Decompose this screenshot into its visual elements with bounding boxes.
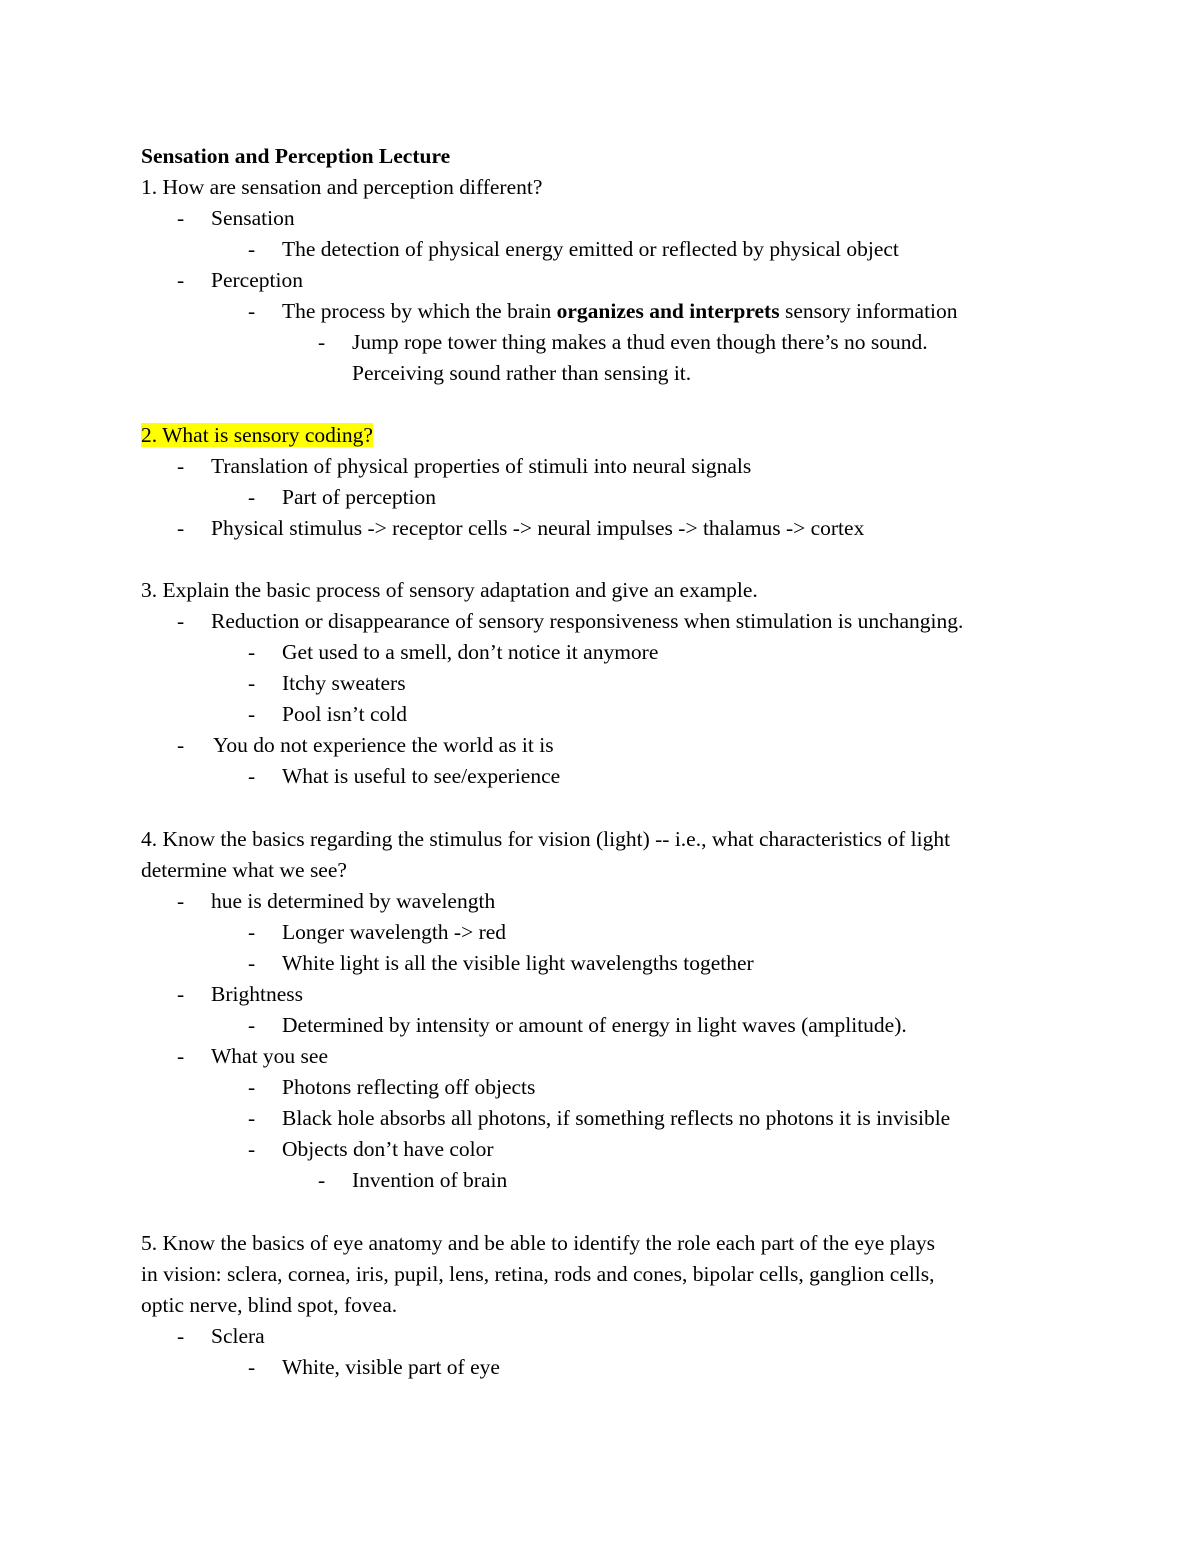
bullet-dash: -	[248, 237, 256, 261]
q4-b3c: Objects don’t have color	[282, 1137, 494, 1161]
q4-b3c1: Invention of brain	[352, 1168, 508, 1192]
q4-b3: What you see	[211, 1044, 329, 1068]
q1-example-line1: Jump rope tower thing makes a thud even though there’s no sound.	[352, 330, 928, 354]
q4-b2: Brightness	[211, 982, 303, 1006]
bullet-dash: -	[318, 330, 326, 354]
question-5-line3: optic nerve, blind spot, fovea.	[141, 1293, 398, 1317]
q4-b1a: Longer wavelength -> red	[282, 920, 507, 944]
q5-b1a: White, visible part of eye	[282, 1355, 500, 1379]
bullet-dash: -	[177, 1044, 185, 1068]
bullet-dash: -	[177, 268, 185, 292]
bullet-dash: -	[248, 702, 256, 726]
question-4-line1: 4. Know the basics regarding the stimulus for vision (light) -- i.e., what characteristics of light	[141, 827, 951, 851]
bullet-dash: -	[177, 609, 185, 633]
q3-b2: You do not experience the world as it is	[213, 733, 554, 757]
bullet-dash: -	[177, 516, 185, 540]
bullet-dash: -	[248, 1013, 256, 1037]
bullet-dash: -	[177, 454, 185, 478]
bullet-dash: -	[177, 889, 185, 913]
document-title: Sensation and Perception Lecture	[141, 144, 451, 168]
question-4-line2: determine what we see?	[141, 858, 347, 882]
q2-b2: Physical stimulus -> receptor cells -> neural impulses -> thalamus -> cortex	[211, 516, 865, 540]
perception-def-bold: organizes and interprets	[556, 299, 780, 323]
bullet-dash: -	[318, 1168, 326, 1192]
bullet-dash: -	[248, 920, 256, 944]
q1-sensation: Sensation	[211, 206, 295, 230]
q4-b1: hue is determined by wavelength	[211, 889, 496, 913]
perception-def-post: sensory information	[779, 299, 958, 323]
question-1: 1. How are sensation and perception different?	[141, 175, 543, 199]
perception-def-pre: The process by which the brain	[282, 299, 557, 323]
q3-b1: Reduction or disappearance of sensory responsiveness when stimulation is unchanging.	[211, 609, 964, 633]
bullet-dash: -	[248, 1137, 256, 1161]
q3-b2a: What is useful to see/experience	[282, 764, 561, 788]
q1-example-line2: Perceiving sound rather than sensing it.	[352, 361, 692, 385]
q2-b1a: Part of perception	[282, 485, 437, 509]
bullet-dash: -	[177, 733, 185, 757]
q4-b2a: Determined by intensity or amount of energy in light waves (amplitude).	[282, 1013, 907, 1037]
bullet-dash: -	[248, 1355, 256, 1379]
bullet-dash: -	[177, 206, 185, 230]
question-5-line1: 5. Know the basics of eye anatomy and be able to identify the role each part of the eye plays	[141, 1231, 936, 1255]
question-3: 3. Explain the basic process of sensory adaptation and give an example.	[141, 578, 758, 602]
bullet-dash: -	[248, 485, 256, 509]
q1-sensation-def: The detection of physical energy emitted or reflected by physical object	[282, 237, 899, 261]
bullet-dash: -	[248, 951, 256, 975]
bullet-dash: -	[177, 982, 185, 1006]
q3-b1b: Itchy sweaters	[282, 671, 406, 695]
q4-b3b: Black hole absorbs all photons, if something reflects no photons it is invisible	[282, 1106, 951, 1130]
bullet-dash: -	[248, 640, 256, 664]
q2-b1: Translation of physical properties of stimuli into neural signals	[211, 454, 752, 478]
q3-b1a: Get used to a smell, don’t notice it anymore	[282, 640, 659, 664]
highlighted-question: 2. What is sensory coding?	[141, 423, 373, 447]
q4-b1b: White light is all the visible light wavelengths together	[282, 951, 754, 975]
q1-perception-def	[282, 296, 958, 327]
bullet-dash: -	[248, 764, 256, 788]
q1-perception: Perception	[211, 268, 303, 292]
question-5-line2: in vision: sclera, cornea, iris, pupil, lens, retina, rods and cones, bipolar cells, ganglion cells,	[141, 1262, 935, 1286]
bullet-dash: -	[248, 671, 256, 695]
question-2	[141, 420, 373, 451]
q5-b1: Sclera	[211, 1324, 265, 1348]
bullet-dash: -	[248, 299, 256, 323]
bullet-dash: -	[248, 1106, 256, 1130]
bullet-dash: -	[248, 1075, 256, 1099]
bullet-dash: -	[177, 1324, 185, 1348]
q4-b3a: Photons reflecting off objects	[282, 1075, 536, 1099]
q3-b1c: Pool isn’t cold	[282, 702, 408, 726]
